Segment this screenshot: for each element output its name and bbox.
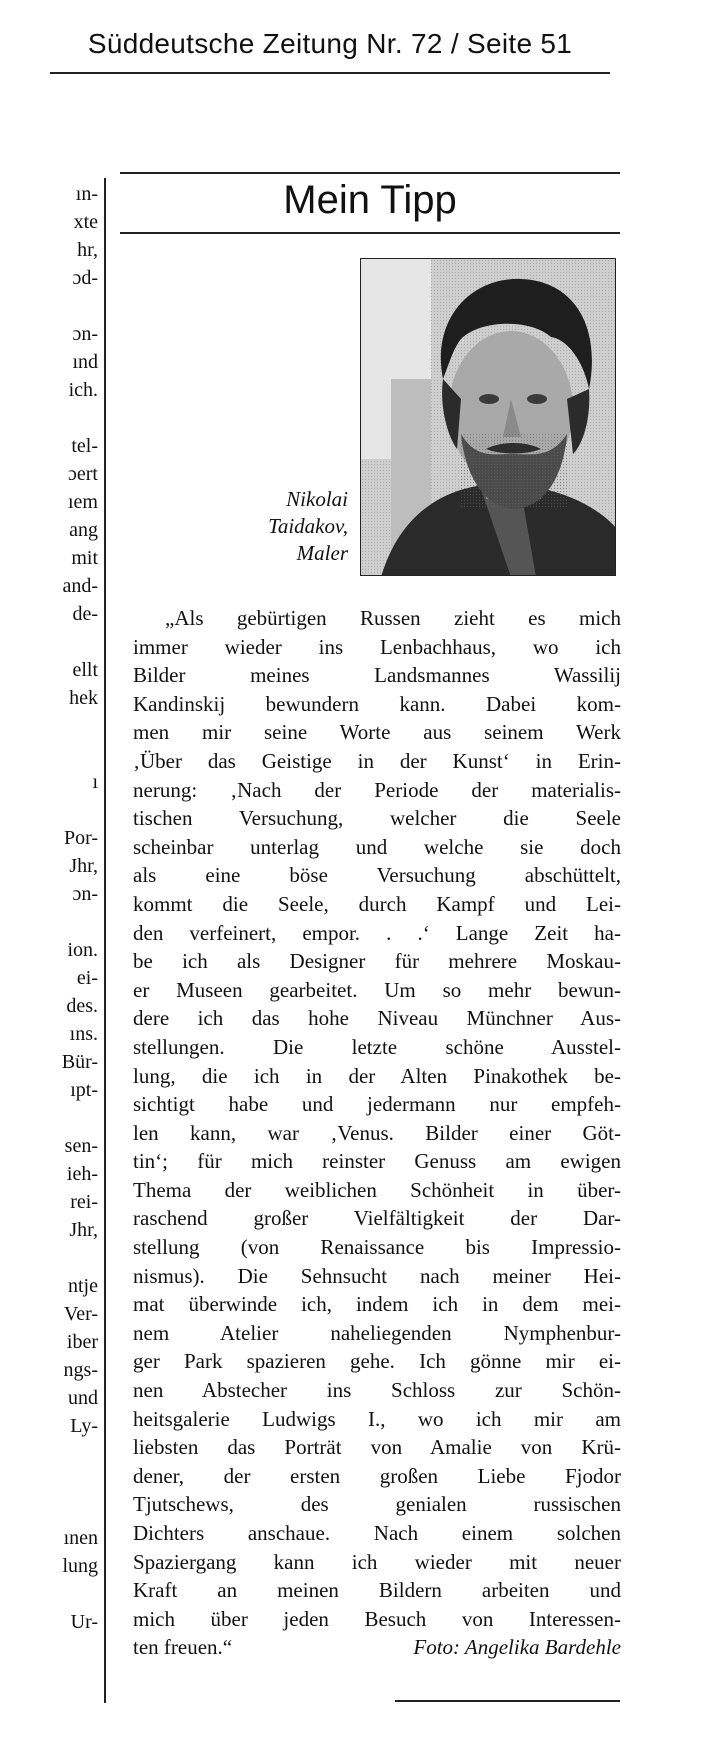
left-column-line: de- <box>72 603 98 625</box>
left-column-line: Ver- <box>63 1303 98 1325</box>
body-line: be ich als Designer für mehrere Moskau- <box>133 949 621 974</box>
body-line: nismus). Die Sehnsucht nach meiner Hei- <box>133 1263 621 1288</box>
left-column-line: ellt <box>72 659 98 681</box>
photo-credit: Foto: Angelika Bardehle <box>413 1635 621 1660</box>
left-column-line: mit <box>71 547 98 569</box>
caption-line: Taidakov, <box>268 514 348 538</box>
body-line: Dichters anschaue. Nach einem solchen <box>133 1521 621 1545</box>
left-column-line <box>38 1468 98 1496</box>
left-column-line <box>38 404 98 432</box>
body-line: heitsgalerie Ludwigs I., wo ich mir am <box>133 1406 621 1431</box>
body-line: mich über jeden Besuch von Interessen- <box>133 1606 621 1631</box>
left-column-line: sen- <box>64 1135 98 1157</box>
body-line: als eine böse Versuchung abschüttelt, <box>133 863 621 888</box>
body-line: Kraft an meinen Bildern arbeiten und <box>133 1578 621 1603</box>
left-column-line: des. <box>66 995 98 1017</box>
left-column-line <box>38 796 98 824</box>
left-column-line <box>38 292 98 320</box>
portrait-image <box>361 259 616 576</box>
column-rule <box>104 178 106 1703</box>
left-column-line: ntje <box>68 1275 98 1297</box>
caption-line: Nikolai <box>286 487 348 511</box>
left-column-line: xte <box>73 211 98 233</box>
left-column-line: ngs- <box>63 1359 98 1381</box>
left-column-line: ieh- <box>66 1163 98 1185</box>
left-column-line <box>38 740 98 768</box>
left-column-line <box>38 1440 98 1468</box>
caption-line: Maler <box>296 541 348 565</box>
left-column-line <box>38 628 98 656</box>
left-column-line: Jhr, <box>69 1219 98 1241</box>
left-column-line <box>38 908 98 936</box>
body-line: raschend großer Vielfältigkeit der Dar- <box>133 1206 621 1231</box>
left-column-line <box>38 1104 98 1132</box>
body-line: tischen Versuchung, welcher die Seele <box>133 806 621 831</box>
left-column-line: ıem <box>68 491 98 513</box>
left-column-line <box>38 712 98 740</box>
left-column-line: Jhr, <box>69 855 98 877</box>
left-column-line: Por- <box>63 827 98 849</box>
body-line: scheinbar unterlag und welche sie doch <box>133 834 621 859</box>
left-column-line: Bür- <box>61 1051 98 1073</box>
masthead-rule <box>50 72 610 74</box>
portrait-photo <box>360 258 616 576</box>
body-line: dener, der ersten großen Liebe Fjodor <box>133 1463 621 1488</box>
body-line: men mir seine Worte aus seinem Werk <box>133 720 621 745</box>
body-line: stellung (von Renaissance bis Impressio- <box>133 1235 621 1260</box>
left-column-line: Ly- <box>70 1415 98 1437</box>
left-column-line: ınd <box>72 351 98 373</box>
left-column-line: und <box>68 1387 98 1409</box>
title-bottom-rule <box>120 232 620 234</box>
body-line: len kann, war ‚Venus. Bilder einer Göt- <box>133 1120 621 1145</box>
left-column-line: tel- <box>71 435 98 457</box>
body-line-text: ten freuen.“ <box>133 1635 233 1660</box>
left-column-line: lung <box>62 1555 98 1577</box>
left-column-line <box>38 1244 98 1272</box>
body-line: ger Park spazieren gehe. Ich gönne mir ei- <box>133 1349 621 1374</box>
left-column-line <box>38 1496 98 1524</box>
body-line: sichtigt habe und jedermann nur empfeh- <box>133 1092 621 1117</box>
body-line: stellungen. Die letzte schöne Ausstel- <box>133 1034 621 1059</box>
left-column-line: iber <box>66 1331 98 1353</box>
left-column-line: hr, <box>77 239 98 261</box>
left-column-line: ɔn- <box>72 883 98 905</box>
left-column-line: Ur- <box>70 1611 98 1633</box>
body-line: er Museen gearbeitet. Um so mehr bewun- <box>133 977 621 1002</box>
body-line: lung, die ich in der Alten Pinakothek be- <box>133 1063 621 1088</box>
article-body <box>133 604 621 1662</box>
left-column-line: ei- <box>76 967 98 989</box>
body-line: immer wieder ins Lenbachhaus, wo ich <box>133 634 621 659</box>
body-line: kommt die Seele, durch Kampf und Lei- <box>133 891 621 916</box>
article-title: Mein Tipp <box>283 178 457 222</box>
body-line: Spaziergang kann ich wieder mit neuer <box>133 1549 621 1574</box>
body-line: nerung: ‚Nach der Periode der materialis- <box>133 777 621 802</box>
article-bottom-rule <box>395 1700 620 1702</box>
body-line: liebsten das Porträt von Amalie von Krü- <box>133 1435 621 1460</box>
left-column-line: ɔn- <box>72 323 98 345</box>
body-line <box>133 1633 621 1662</box>
left-column-line: rei- <box>70 1191 98 1213</box>
left-column-line: ɔd- <box>72 267 98 289</box>
body-line: ‚Über das Geistige in der Kunst‘ in Erin- <box>133 748 621 773</box>
left-column-line: ıpt- <box>70 1079 98 1101</box>
body-line: nem Atelier naheliegenden Nymphenbur- <box>133 1320 621 1345</box>
body-line: Kandinskij bewundern kann. Dabei kom- <box>133 691 621 716</box>
left-column-fragments <box>38 180 98 1636</box>
left-column-line: ɔert <box>68 463 98 485</box>
body-line: dere ich das hohe Niveau Münchner Aus- <box>133 1006 621 1031</box>
left-column-line <box>38 1580 98 1608</box>
left-column-line: ınen <box>63 1527 98 1549</box>
left-column-line: ang <box>69 519 98 541</box>
body-line: Thema der weiblichen Schönheit in über- <box>133 1177 621 1202</box>
left-column-line: ion. <box>67 939 98 961</box>
body-line: Bilder meines Landsmannes Wassilij <box>133 663 621 688</box>
body-line: Tjutschews, des genialen russischen <box>133 1492 621 1517</box>
masthead: Süddeutsche Zeitung Nr. 72 / Seite 51 <box>87 28 573 59</box>
left-column-line: hek <box>69 687 98 709</box>
title-top-rule <box>120 172 620 174</box>
left-column-line: ı <box>92 771 98 793</box>
body-line: nen Abstecher ins Schloss zur Schön- <box>133 1378 621 1403</box>
body-line: tin‘; für mich reinster Genuss am ewigen <box>133 1149 621 1174</box>
left-column-line: ich. <box>68 379 98 401</box>
body-line: mat überwinde ich, indem ich in dem mei- <box>133 1292 621 1317</box>
photo-caption <box>200 486 348 567</box>
left-column-line: ıns. <box>69 1023 98 1045</box>
body-line: „Als gebürtigen Russen zieht es mich <box>165 606 621 630</box>
body-line: den verfeinert, empor. . .‘ Lange Zeit ha- <box>133 920 621 945</box>
left-column-line: ın- <box>75 183 98 205</box>
left-column-line: and- <box>62 575 98 597</box>
